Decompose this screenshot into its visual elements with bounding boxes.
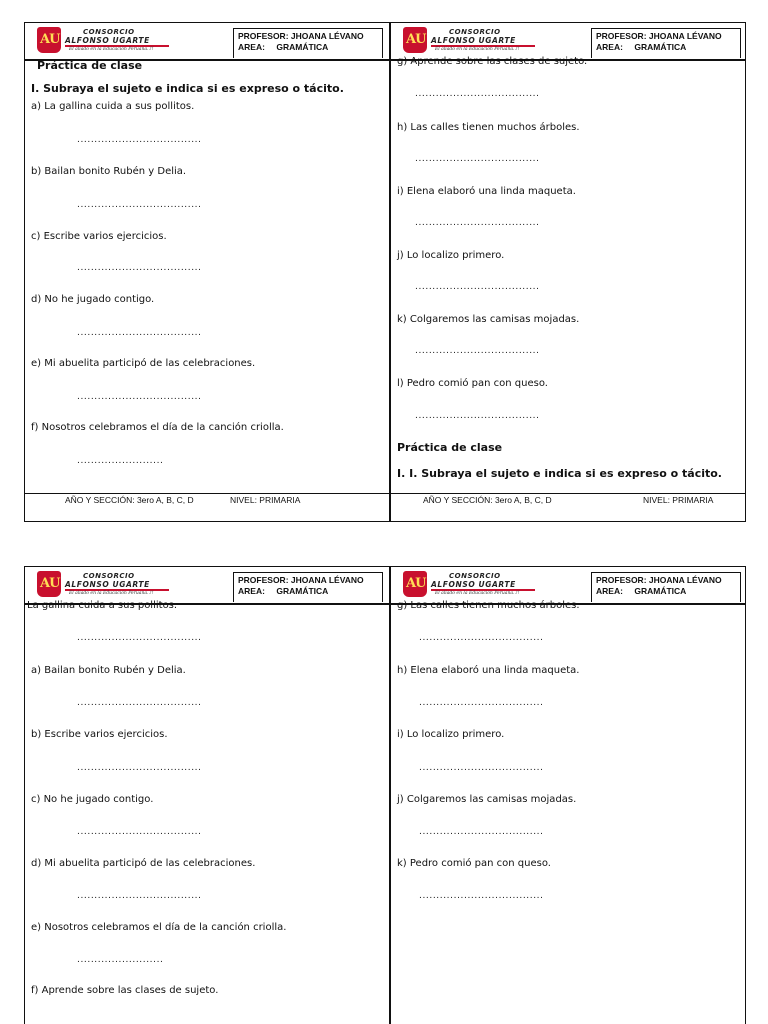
exercise-item: j) Colgaremos las camisas mojadas. <box>397 794 577 805</box>
logo-tagline: El aliado en la Educación Peruana..!! <box>69 47 154 52</box>
profesor-value: JHOANA LÉVANO <box>648 31 722 41</box>
footer-grade: AÑO Y SECCIÓN: 3ero A, B, C, D <box>65 495 194 505</box>
exercise-item: d) Mi abuelita participó de las celebraciones. <box>31 858 256 869</box>
answer-blank[interactable]: .................................... <box>419 827 544 837</box>
answer-blank[interactable]: .................................... <box>77 891 202 901</box>
exercise-item: k) Colgaremos las camisas mojadas. <box>397 314 580 325</box>
logo-emblem-icon: AU <box>403 571 427 597</box>
worksheet-header <box>391 567 747 603</box>
answer-blank[interactable]: .................................... <box>77 263 202 273</box>
answer-blank[interactable]: .................................... <box>415 89 540 99</box>
exercise-item: a) La gallina cuida a sus pollitos. <box>31 101 195 112</box>
profesor-value: JHOANA LÉVANO <box>290 575 364 585</box>
profesor-label: PROFESOR: <box>596 31 647 41</box>
logo-emblem-icon: AU <box>37 27 61 53</box>
logo-line1: CONSORCIO <box>449 572 501 580</box>
exercise-item: h) Las calles tienen muchos árboles. <box>397 122 580 133</box>
teacher-info-box <box>591 28 741 58</box>
section-title: Práctica de clase <box>37 59 143 72</box>
exercise-item: e) Nosotros celebramos el día de la canción criolla. <box>31 922 287 933</box>
exercise-item: c) Escribe varios ejercicios. <box>31 231 167 242</box>
logo-tagline: El aliado en la Educación Peruana..!! <box>69 591 154 596</box>
logo-line1: CONSORCIO <box>83 572 135 580</box>
profesor-label: PROFESOR: <box>238 31 289 41</box>
answer-blank[interactable]: .................................... <box>77 827 202 837</box>
exercise-item: a) Bailan bonito Rubén y Delia. <box>31 665 186 676</box>
footer-level: NIVEL: PRIMARIA <box>230 495 301 505</box>
worksheet-1 <box>24 22 746 522</box>
profesor-label: PROFESOR: <box>238 575 289 585</box>
profesor-label: PROFESOR: <box>596 575 647 585</box>
exercise-item: g) Las calles tienen muchos árboles. <box>397 600 580 611</box>
worksheet-header <box>25 567 389 603</box>
column-divider <box>389 23 391 521</box>
area-value: GRAMÁTICA <box>276 586 329 596</box>
exercise-item: f) Aprende sobre las clases de sujeto. <box>31 985 219 996</box>
instruction: I. Subraya el sujeto e indica si es expreso o tácito. <box>31 82 344 95</box>
exercise-item: g) Aprende sobre las clases de sujeto. <box>397 56 588 67</box>
exercise-item: d) No he jugado contigo. <box>31 294 155 305</box>
answer-blank[interactable]: .................................... <box>415 218 540 228</box>
answer-blank[interactable]: .................................... <box>415 154 540 164</box>
exercise-item: c) No he jugado contigo. <box>31 794 154 805</box>
exercise-item: b) Escribe varios ejercicios. <box>31 729 168 740</box>
section-title: Práctica de clase <box>397 441 503 454</box>
worksheet-header <box>25 23 389 59</box>
teacher-info-box <box>233 28 383 58</box>
exercise-item: h) Elena elaboró una linda maqueta. <box>397 665 580 676</box>
answer-blank[interactable]: .................................... <box>77 698 202 708</box>
answer-blank[interactable]: .................................... <box>77 633 202 643</box>
footer-level: NIVEL: PRIMARIA <box>643 495 714 505</box>
logo-line2: ALFONSO UGARTE <box>65 36 150 45</box>
exercise-item: l) Pedro comió pan con queso. <box>397 378 548 389</box>
exercise-item: i) Lo localizo primero. <box>397 729 505 740</box>
logo-tagline: El aliado en la Educación Peruana..!! <box>435 47 520 52</box>
exercise-item: j) Lo localizo primero. <box>397 250 505 261</box>
area-label: AREA: <box>596 586 623 596</box>
worksheet-header <box>391 23 747 59</box>
profesor-value: JHOANA LÉVANO <box>290 31 364 41</box>
logo-line1: CONSORCIO <box>83 28 135 36</box>
column-divider <box>389 567 391 1024</box>
answer-blank[interactable]: ......................... <box>77 955 164 965</box>
answer-blank[interactable]: .................................... <box>77 392 202 402</box>
logo-line2: ALFONSO UGARTE <box>65 580 150 589</box>
area-value: GRAMÁTICA <box>634 586 687 596</box>
area-label: AREA: <box>596 42 623 52</box>
exercise-item: e) Mi abuelita participó de las celebraciones. <box>31 358 256 369</box>
answer-blank[interactable]: .................................... <box>419 891 544 901</box>
answer-blank[interactable]: .................................... <box>77 200 202 210</box>
logo-tagline: El aliado en la Educación Peruana..!! <box>435 591 520 596</box>
area-value: GRAMÁTICA <box>634 42 687 52</box>
teacher-info-box <box>233 572 383 602</box>
logo-line2: ALFONSO UGARTE <box>431 580 516 589</box>
answer-blank[interactable]: .................................... <box>415 411 540 421</box>
school-logo <box>403 571 543 599</box>
footer-rule <box>25 493 745 494</box>
teacher-info-box <box>591 572 741 602</box>
answer-blank[interactable]: .................................... <box>77 135 202 145</box>
answer-blank[interactable]: .................................... <box>77 328 202 338</box>
exercise-item: i) Elena elaboró una linda maqueta. <box>397 186 576 197</box>
answer-blank[interactable]: .................................... <box>419 633 544 643</box>
school-logo <box>37 27 177 55</box>
exercise-item: f) Nosotros celebramos el día de la canción criolla. <box>31 422 284 433</box>
school-logo <box>403 27 543 55</box>
logo-line1: CONSORCIO <box>449 28 501 36</box>
answer-blank[interactable]: ......................... <box>77 456 164 466</box>
exercise-item: La gallina cuida a sus pollitos. <box>27 600 178 611</box>
answer-blank[interactable]: .................................... <box>415 282 540 292</box>
answer-blank[interactable]: .................................... <box>415 346 540 356</box>
area-label: AREA: <box>238 586 265 596</box>
footer-grade: AÑO Y SECCIÓN: 3ero A, B, C, D <box>423 495 552 505</box>
exercise-item: k) Pedro comió pan con queso. <box>397 858 551 869</box>
worksheet-2 <box>24 566 746 1024</box>
area-label: AREA: <box>238 42 265 52</box>
logo-line2: ALFONSO UGARTE <box>431 36 516 45</box>
area-value: GRAMÁTICA <box>276 42 329 52</box>
logo-emblem-icon: AU <box>37 571 61 597</box>
school-logo <box>37 571 177 599</box>
profesor-value: JHOANA LÉVANO <box>648 575 722 585</box>
answer-blank[interactable]: .................................... <box>419 763 544 773</box>
exercise-item: b) Bailan bonito Rubén y Delia. <box>31 166 187 177</box>
answer-blank[interactable]: .................................... <box>419 698 544 708</box>
logo-emblem-icon: AU <box>403 27 427 53</box>
answer-blank[interactable]: .................................... <box>77 763 202 773</box>
instruction: I. I. Subraya el sujeto e indica si es expreso o tácito. <box>397 467 722 480</box>
